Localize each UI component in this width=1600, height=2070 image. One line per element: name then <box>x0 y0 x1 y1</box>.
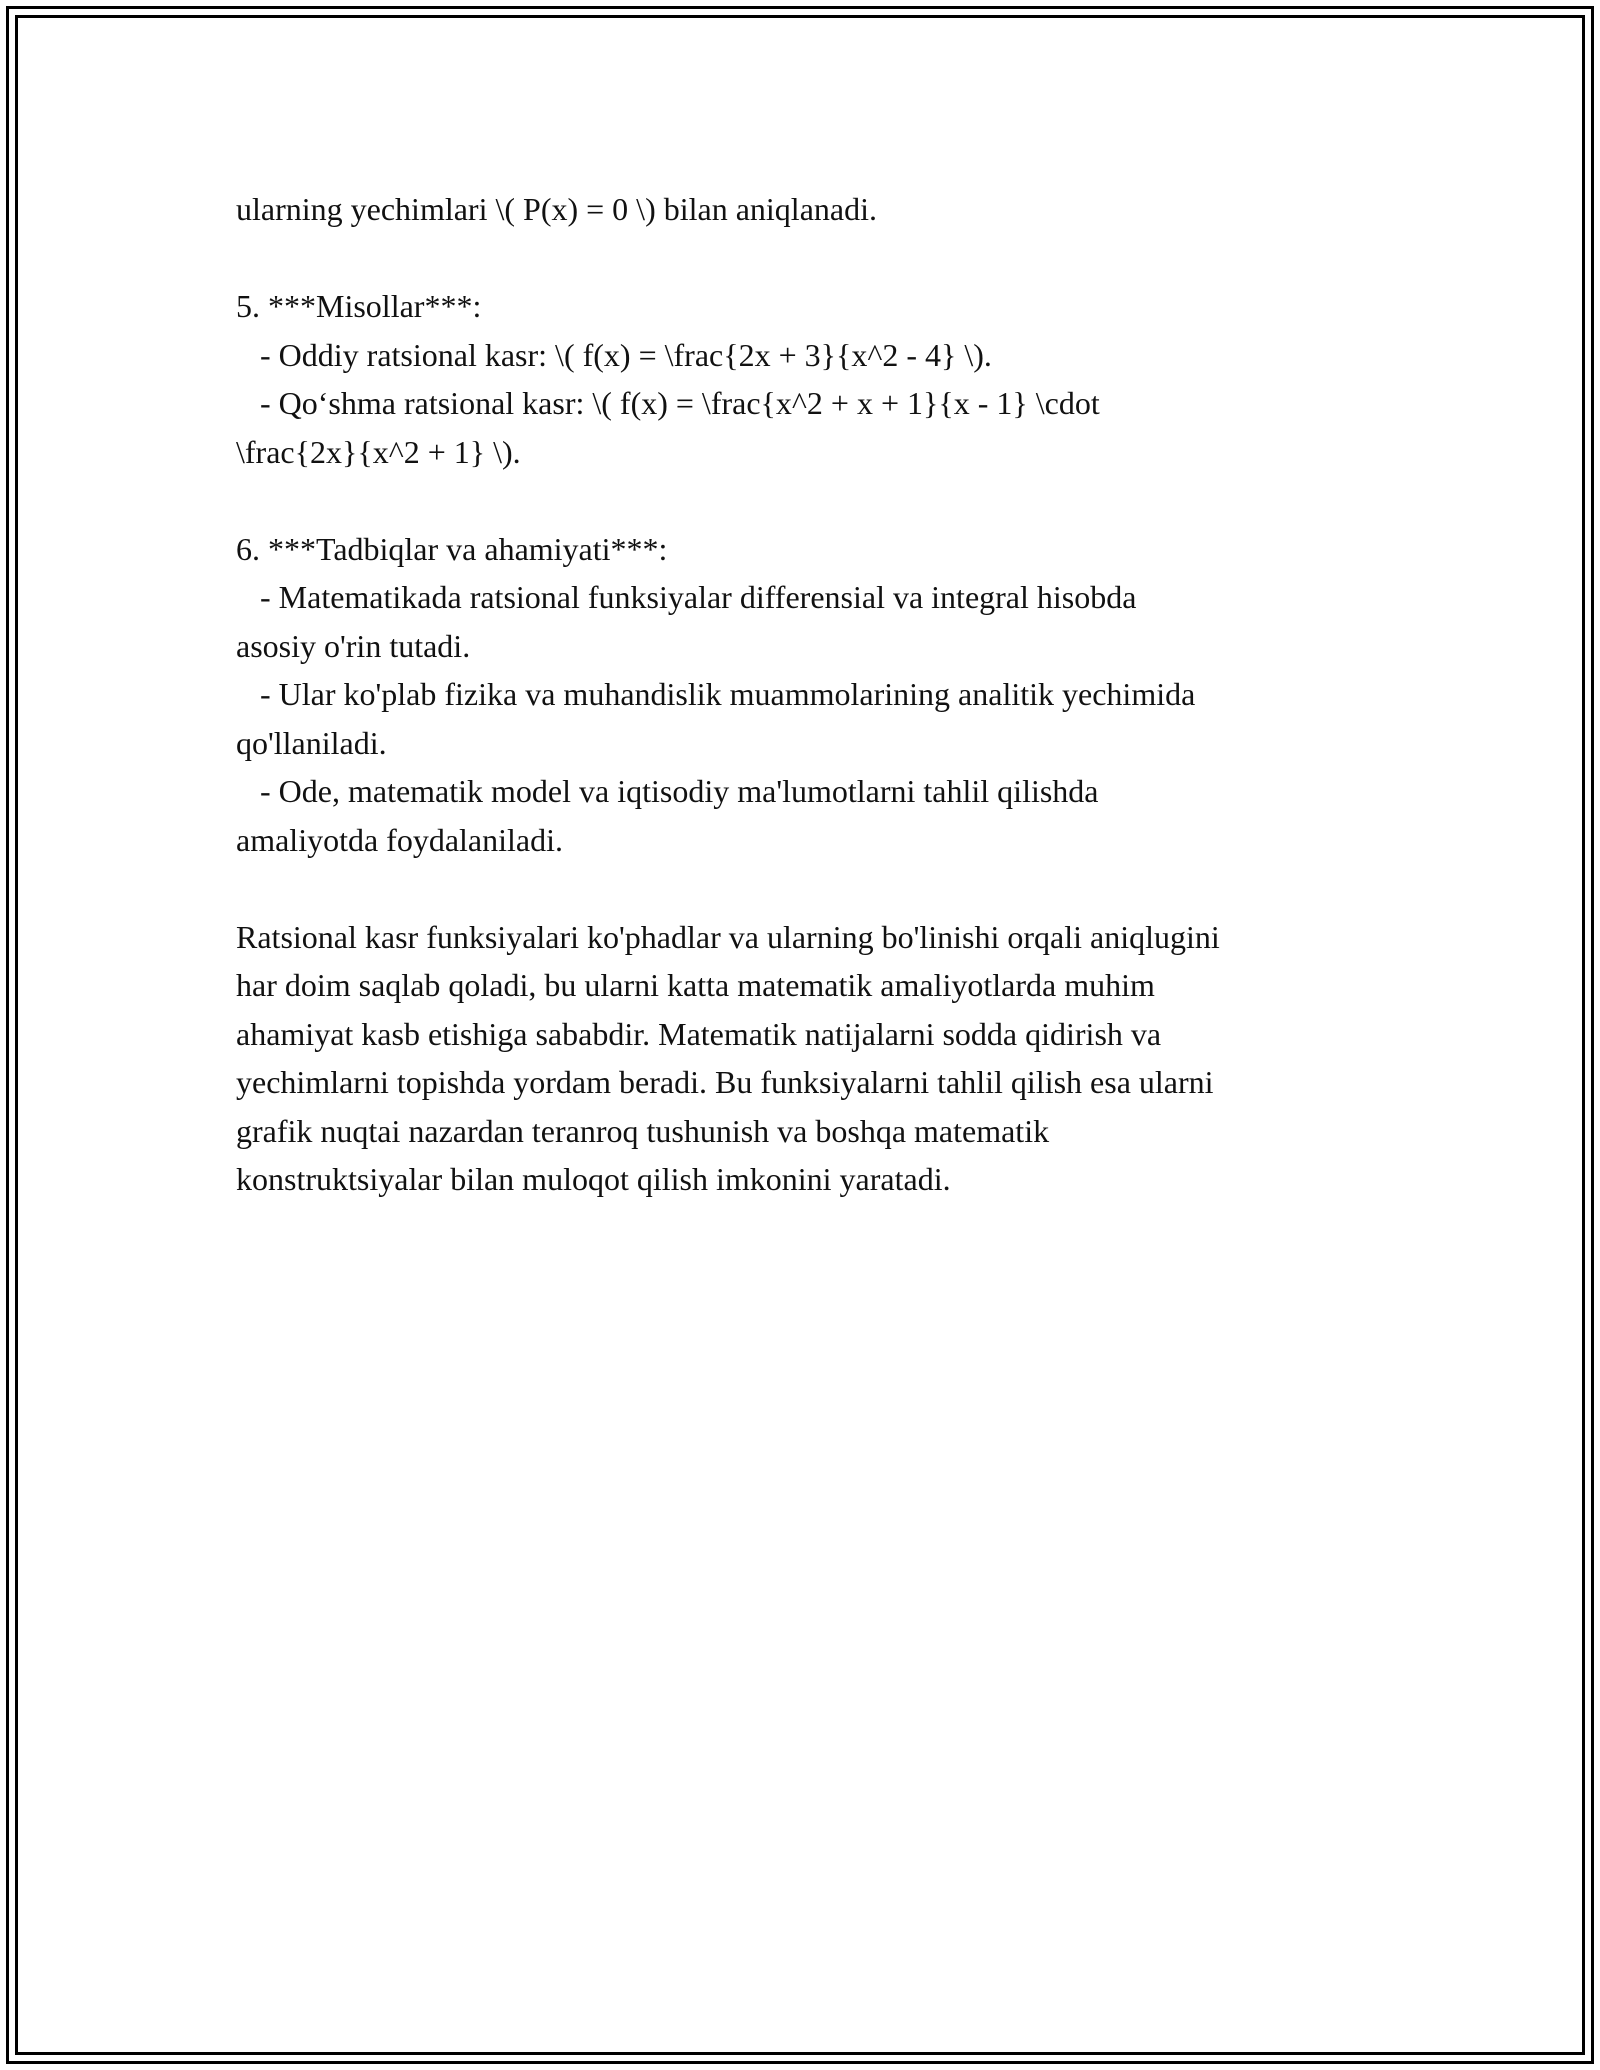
paragraph-gap <box>236 476 1376 525</box>
section-6-item-3-line-2: amaliyotda foydalaniladi. <box>236 821 563 858</box>
paragraph-gap <box>236 234 1376 283</box>
section-6-heading: 6. ***Tadbiqlar va ahamiyati***: <box>236 530 668 567</box>
conclusion-line: yechimlarni topishda yordam beradi. Bu funksiyalarni tahlil qilish esa ularni <box>236 1064 1214 1100</box>
document-body <box>236 185 1376 1204</box>
conclusion-line: grafik nuqtai nazardan teranroq tushunish va boshqa matematik <box>236 1112 1050 1149</box>
section-5-item-1: - Oddiy ratsional kasr: \( f(x) = \frac{2x + 3}{x^2 - 4} \). <box>236 336 992 373</box>
section-5-heading: 5. ***Misollar***: <box>236 288 482 324</box>
section-6-item-1-line-1: - Matematikada ratsional funksiyalar differensial va integral hisobda <box>236 579 1137 615</box>
conclusion-line: har doim saqlab qoladi, bu ularni katta matematik amaliyotlarda muhim <box>236 967 1155 1003</box>
intro-line: ularning yechimlari \( P(x) = 0 \) bilan aniqlanadi. <box>236 191 877 227</box>
paragraph-gap <box>236 864 1376 913</box>
conclusion-line: konstruktsiyalar bilan muloqot qilish imkonini yaratadi. <box>236 1161 951 1197</box>
section-5-item-2-line-1: - Qo‘shma ratsional kasr: \( f(x) = \frac{x^2 + x + 1}{x - 1} \cdot <box>236 385 1100 421</box>
section-6-item-2-line-2: qo'llaniladi. <box>236 724 387 761</box>
section-6-item-2-line-1: - Ular ko'plab fizika va muhandislik muammolarining analitik yechimida <box>236 676 1196 712</box>
conclusion-line: ahamiyat kasb etishiga sababdir. Matematik natijalarni sodda qidirish va <box>236 1015 1162 1052</box>
conclusion-line: Ratsional kasr funksiyalari ko'phadlar va ularning bo'linishi orqali aniqlugini <box>236 918 1220 955</box>
section-5-item-2-line-2: \frac{2x}{x^2 + 1} \). <box>236 433 521 470</box>
section-6-item-3-line-1: - Ode, matematik model va iqtisodiy ma'lumotlarni tahlil qilishda <box>236 773 1099 809</box>
section-6-item-1-line-2: asosiy o'rin tutadi. <box>236 627 471 664</box>
